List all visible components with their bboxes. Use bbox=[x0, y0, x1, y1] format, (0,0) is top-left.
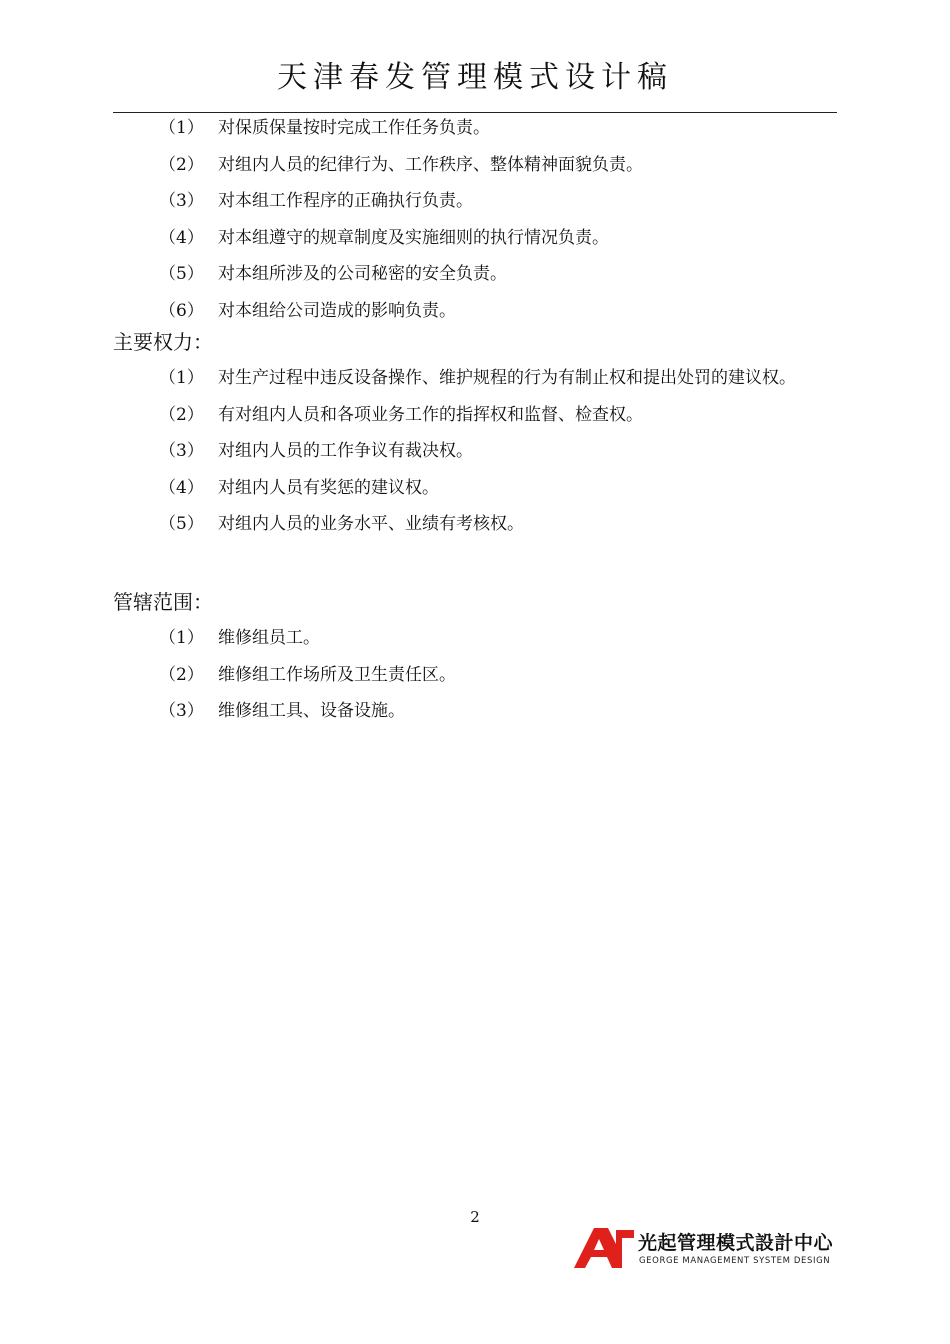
item-text: 对生产过程中违反设备操作、维护规程的行为有制止权和提出处罚的建议权。 bbox=[218, 368, 796, 388]
scope-heading: 管辖范围： bbox=[113, 590, 213, 614]
company-logo bbox=[572, 1226, 838, 1270]
item-number: （3） bbox=[159, 701, 204, 721]
list-item bbox=[113, 397, 837, 434]
item-text: 对保质保量按时完成工作任务负责。 bbox=[218, 118, 490, 138]
item-number: （4） bbox=[159, 477, 204, 498]
list-item bbox=[113, 220, 837, 257]
list-item bbox=[113, 183, 837, 220]
item-number: （6） bbox=[159, 300, 204, 321]
logo-chinese-name: 光起管理模式設計中心 bbox=[638, 1232, 834, 1254]
item-text: 对组内人员的工作争议有裁决权。 bbox=[218, 441, 473, 461]
list-item bbox=[113, 110, 837, 147]
list-item bbox=[113, 693, 837, 730]
item-number: （2） bbox=[159, 664, 204, 685]
item-number: （5） bbox=[159, 514, 204, 534]
item-text: 对本组给公司造成的影响负责。 bbox=[218, 300, 456, 321]
item-number: （1） bbox=[159, 628, 204, 648]
item-text: 维修组工作场所及卫生责任区。 bbox=[218, 664, 456, 685]
item-number: （3） bbox=[159, 191, 204, 211]
page-number: 2 bbox=[470, 1208, 480, 1226]
powers-section bbox=[113, 324, 837, 543]
page-header-title: 天津春发管理模式设计稿 bbox=[277, 60, 673, 95]
list-item bbox=[113, 433, 837, 470]
item-number: （1） bbox=[159, 368, 204, 388]
item-number: （4） bbox=[159, 227, 204, 248]
item-number: （1） bbox=[159, 118, 204, 138]
item-text: 对本组遵守的规章制度及实施细则的执行情况负责。 bbox=[218, 227, 609, 248]
list-item bbox=[113, 470, 837, 507]
item-number: （2） bbox=[159, 154, 204, 175]
list-item bbox=[113, 147, 837, 184]
powers-heading: 主要权力： bbox=[113, 330, 213, 354]
list-item bbox=[113, 657, 837, 694]
item-text: 维修组员工。 bbox=[218, 628, 320, 648]
list-item bbox=[113, 506, 837, 543]
item-text: 对组内人员有奖惩的建议权。 bbox=[218, 477, 439, 498]
logo-a-icon bbox=[572, 1228, 634, 1268]
list-item bbox=[113, 256, 837, 293]
item-text: 有对组内人员和各项业务工作的指挥权和监督、检查权。 bbox=[218, 404, 643, 425]
logo-english-name: GEORGE MANAGEMENT SYSTEM DESIGN bbox=[639, 1256, 831, 1266]
item-text: 对组内人员的业务水平、业绩有考核权。 bbox=[218, 514, 524, 534]
item-number: （2） bbox=[159, 404, 204, 425]
list-item bbox=[113, 620, 837, 657]
list-item bbox=[113, 360, 837, 397]
item-text: 维修组工具、设备设施。 bbox=[218, 701, 405, 721]
item-text: 对本组工作程序的正确执行负责。 bbox=[218, 191, 473, 211]
item-number: （5） bbox=[159, 264, 204, 284]
item-number: （3） bbox=[159, 441, 204, 461]
responsibilities-section bbox=[113, 110, 837, 329]
item-text: 对本组所涉及的公司秘密的安全负责。 bbox=[218, 264, 507, 284]
item-text: 对组内人员的纪律行为、工作秩序、整体精神面貌负责。 bbox=[218, 154, 643, 175]
scope-section bbox=[113, 584, 837, 730]
